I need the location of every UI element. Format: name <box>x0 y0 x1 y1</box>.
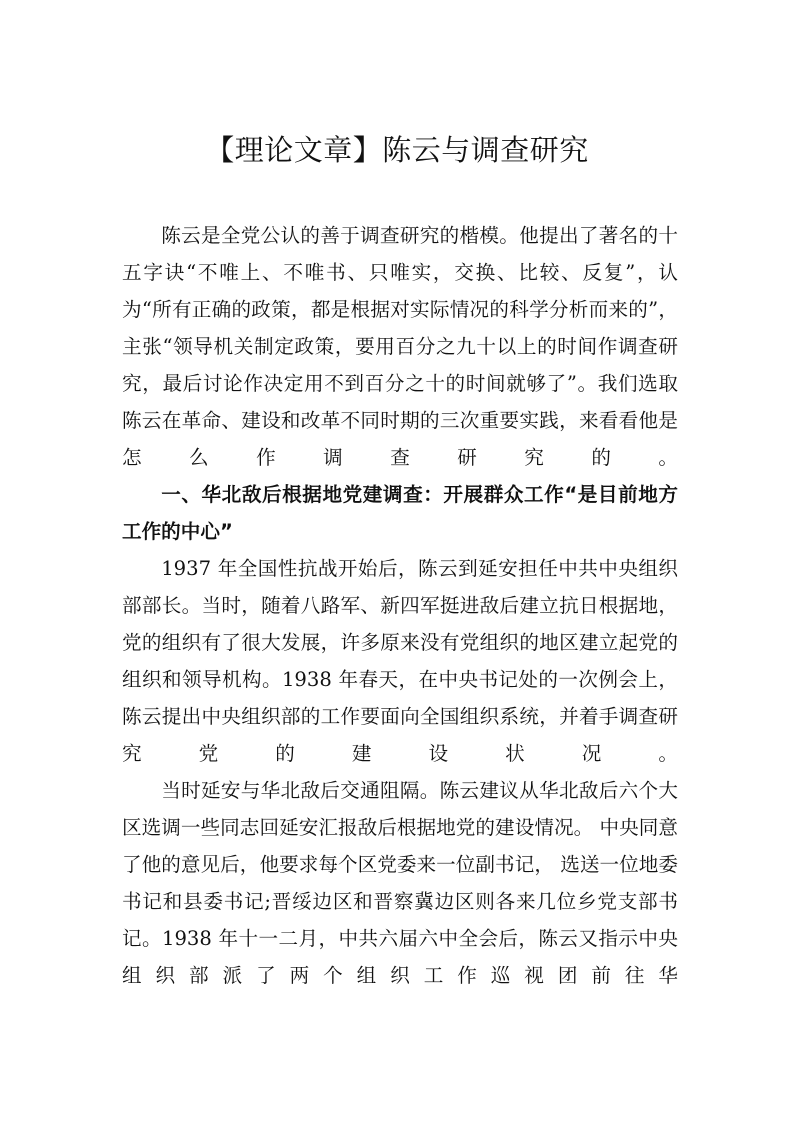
paragraph-intro <box>122 217 678 476</box>
article-body <box>122 217 678 994</box>
page-title: 【理论文章】陈云与调查研究 <box>205 133 589 167</box>
paragraph-text: 1937 年全国性抗战开始后，陈云到延安担任中共中央组织部部长。当时，随着八路军、新四军挺进敌后建立抗日根据地，党的组织有了很大发展，许多原来没有党组织的地区建立起党的组织和领导机构。1938 年春天，在中央书记处的一次例会上，陈云提出中央组织部的工作要面向全国组织系统，并着手调查研究党的建设状况。 <box>122 557 678 765</box>
paragraph-transport <box>122 772 678 994</box>
paragraph-text: 陈云是全党公认的善于调查研究的楷模。他提出了著名的十五字诀“不唯上、不唯书、只唯实，交换、比较、反复”，认为“所有正确的政策，都是根据对实际情况的科学分析而来的”，主张“领导机关制定政策，要用百分之九十以上的时间作调查研究，最后讨论作决定用不到百分之十的时间就够了”。我们选取陈云在革命、建设和改革不同时期的三次重要实践，来看看他是怎么作调查研究的。 <box>122 224 678 469</box>
section-heading: 一、华北敌后根据地党建调查：开展群众工作“是目前地方工作的中心” <box>122 483 678 543</box>
paragraph-text: 当时延安与华北敌后交通阻隔。陈云建议从华北敌后六个大区选调一些同志回延安汇报敌后根据地党的建设情况。 中央同意了他的意见后，他要求每个区党委来一位副书记， 选送一位地委书记和县委书记;晋绥边区和晋察冀边区则各来几位乡党支部书记。1938 年十一二月，中共六届六中全会后，陈云又指示中央组织部派了两个组织工作巡视团前往华 <box>122 779 678 987</box>
paragraph-1937 <box>122 550 678 772</box>
